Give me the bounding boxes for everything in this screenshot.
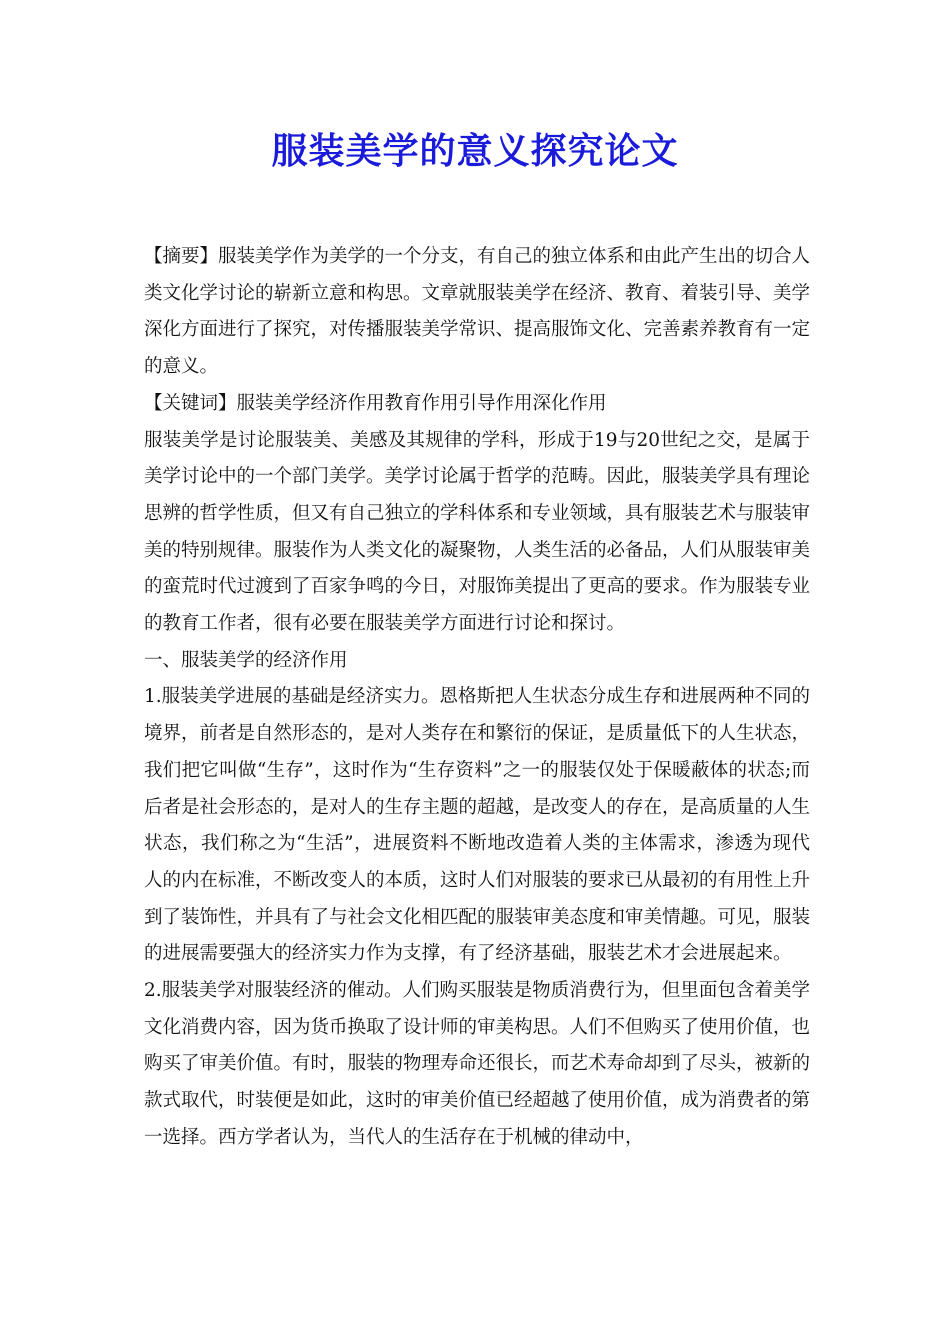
abstract-paragraph: 【摘要】服装美学作为美学的一个分支，有自己的独立体系和由此产生出的切合人类文化学讨论的崭新立意和构思。文章就服装美学在经济、教育、着装引导、美学深化方面进行了探究，对传播服装美学常识、提高服饰文化、完善素养教育有一定的意义。 [144,246,811,378]
document-body [144,239,810,1157]
body-paragraph: 1.服装美学进展的基础是经济实力。恩格斯把人生状态分成生存和进展两种不同的境界，前者是自然形态的，是对人类存在和繁衍的保证，是质量低下的人生状态，我们把它叫做“生存”，这时作为“生存资料”之一的服装仅处于保暖蔽体的状态;而后者是社会形态的，是对人的生存主题的超越，是改变人的存在，是高质量的人生状态，我们称之为“生活”，进展资料不断地改造着人类的主体需求，渗透为现代人的内在标准，不断改变人的本质，这时人们对服装的要求已从最初的有用性上升到了装饰性，并具有了与社会文化相匹配的服装审美态度和审美情趣。可见，服装的进展需要强大的经济实力作为支撑，有了经济基础，服装艺术才会进展起来。 [144,686,811,965]
intro-paragraph: 服装美学是讨论服装美、美感及其规律的学科，形成于19与20世纪之交，是属于美学讨论中的一个部门美学。美学讨论属于哲学的范畴。因此，服装美学具有理论思辨的哲学性质，但又有自己独立的学科体系和专业领域，具有服装艺术与服装审美的特别规律。服装作为人类文化的凝聚物，人类生活的必备品，人们从服装审美的蛮荒时代过渡到了百家争鸣的今日，对服饰美提出了更高的要求。作为服装专业的教育工作者，很有必要在服装美学方面进行讨论和探讨。 [144,429,811,635]
body-paragraph: 2.服装美学对服装经济的催动。人们购买服装是物质消费行为，但里面包含着美学文化消费内容，因为货币换取了设计师的审美构思。人们不但购买了使用价值，也购买了审美价值。有时，服装的物理寿命还很长，而艺术寿命却到了尽头，被新的款式取代，时装便是如此，这时的审美价值已经超越了使用价值，成为消费者的第一选择。西方学者认为，当代人的生活存在于机械的律动中， [144,980,811,1148]
keywords-paragraph: 【关键词】服装美学经济作用教育作用引导作用深化作用 [144,392,607,414]
section-heading: 一、服装美学的经济作用 [144,649,348,671]
document-title: 服装美学的意义探究论文 [271,131,679,172]
